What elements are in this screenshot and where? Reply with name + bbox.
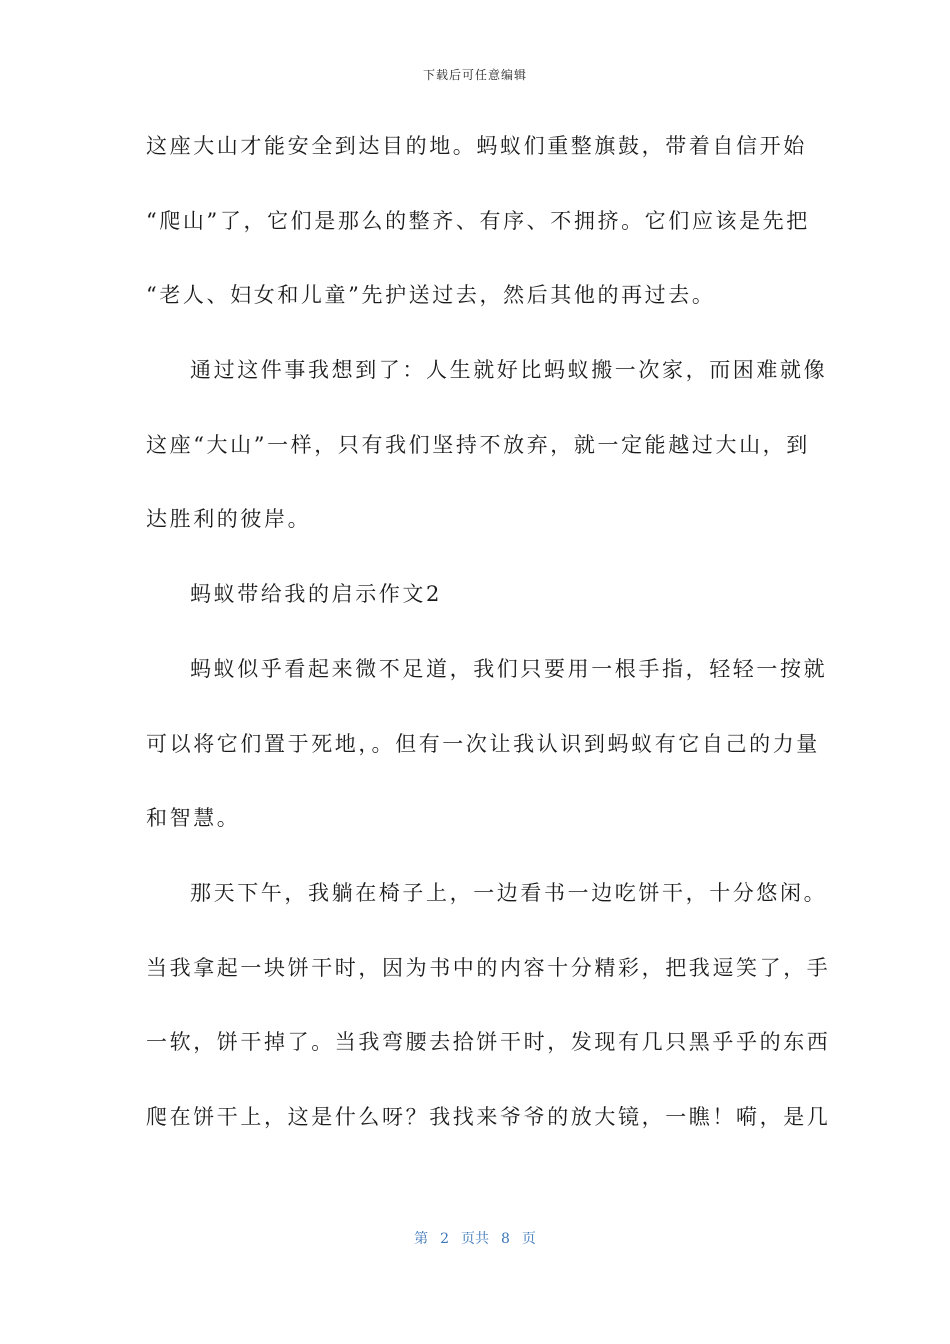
- section-heading: 蚂蚁带给我的启示作文2: [190, 582, 442, 607]
- text-line-14: 爬在饼干上，这是什么呀？我找来爷爷的放大镜，一瞧！嗬，是几: [146, 1104, 831, 1129]
- footer-prefix: 第: [414, 1231, 429, 1247]
- document-body: [146, 128, 831, 1174]
- text-line-8: 蚂蚁似乎看起来微不足道，我们只要用一根手指，轻轻一按就: [190, 656, 828, 681]
- footer-middle: 页共: [461, 1231, 489, 1247]
- text-line-5: 这座“大山”一样，只有我们坚持不放弃，就一定能越过大山，到: [146, 432, 810, 457]
- text-line-10: 和智慧。: [146, 806, 241, 831]
- page-footer: [0, 1228, 950, 1248]
- text-line-12: 当我拿起一块饼干时，因为书中的内容十分精彩，把我逗笑了，手: [146, 955, 831, 980]
- text-line-6: 达胜利的彼岸。: [146, 507, 312, 532]
- text-line-2: “爬山”了，它们是那么的整齐、有序、不拥挤。它们应该是先把: [146, 208, 810, 233]
- text-line-1: 这座大山才能安全到达目的地。蚂蚁们重整旗鼓，带着自信开始: [146, 134, 807, 158]
- footer-suffix: 页: [521, 1231, 536, 1247]
- text-line-9: 可以将它们置于死地，。但有一次让我认识到蚂蚁有它自己的力量: [146, 731, 820, 756]
- page-header: 下载后可任意编辑: [422, 68, 527, 82]
- text-line-11: 那天下午，我躺在椅子上，一边看书一边吃饼干，十分悠闲。: [190, 880, 828, 905]
- text-line-13: 一软，饼干掉了。当我弯腰去拾饼干时，发现有几只黑乎乎的东西: [146, 1030, 831, 1055]
- text-line-3: “老人、妇女和儿童”先护送过去，然后其他的再过去。: [146, 283, 716, 308]
- text-line-4: 通过这件事我想到了：人生就好比蚂蚁搬一次家，而困难就像: [190, 358, 828, 383]
- footer-total-pages: 8: [501, 1231, 510, 1247]
- footer-page-number: 2: [440, 1231, 449, 1247]
